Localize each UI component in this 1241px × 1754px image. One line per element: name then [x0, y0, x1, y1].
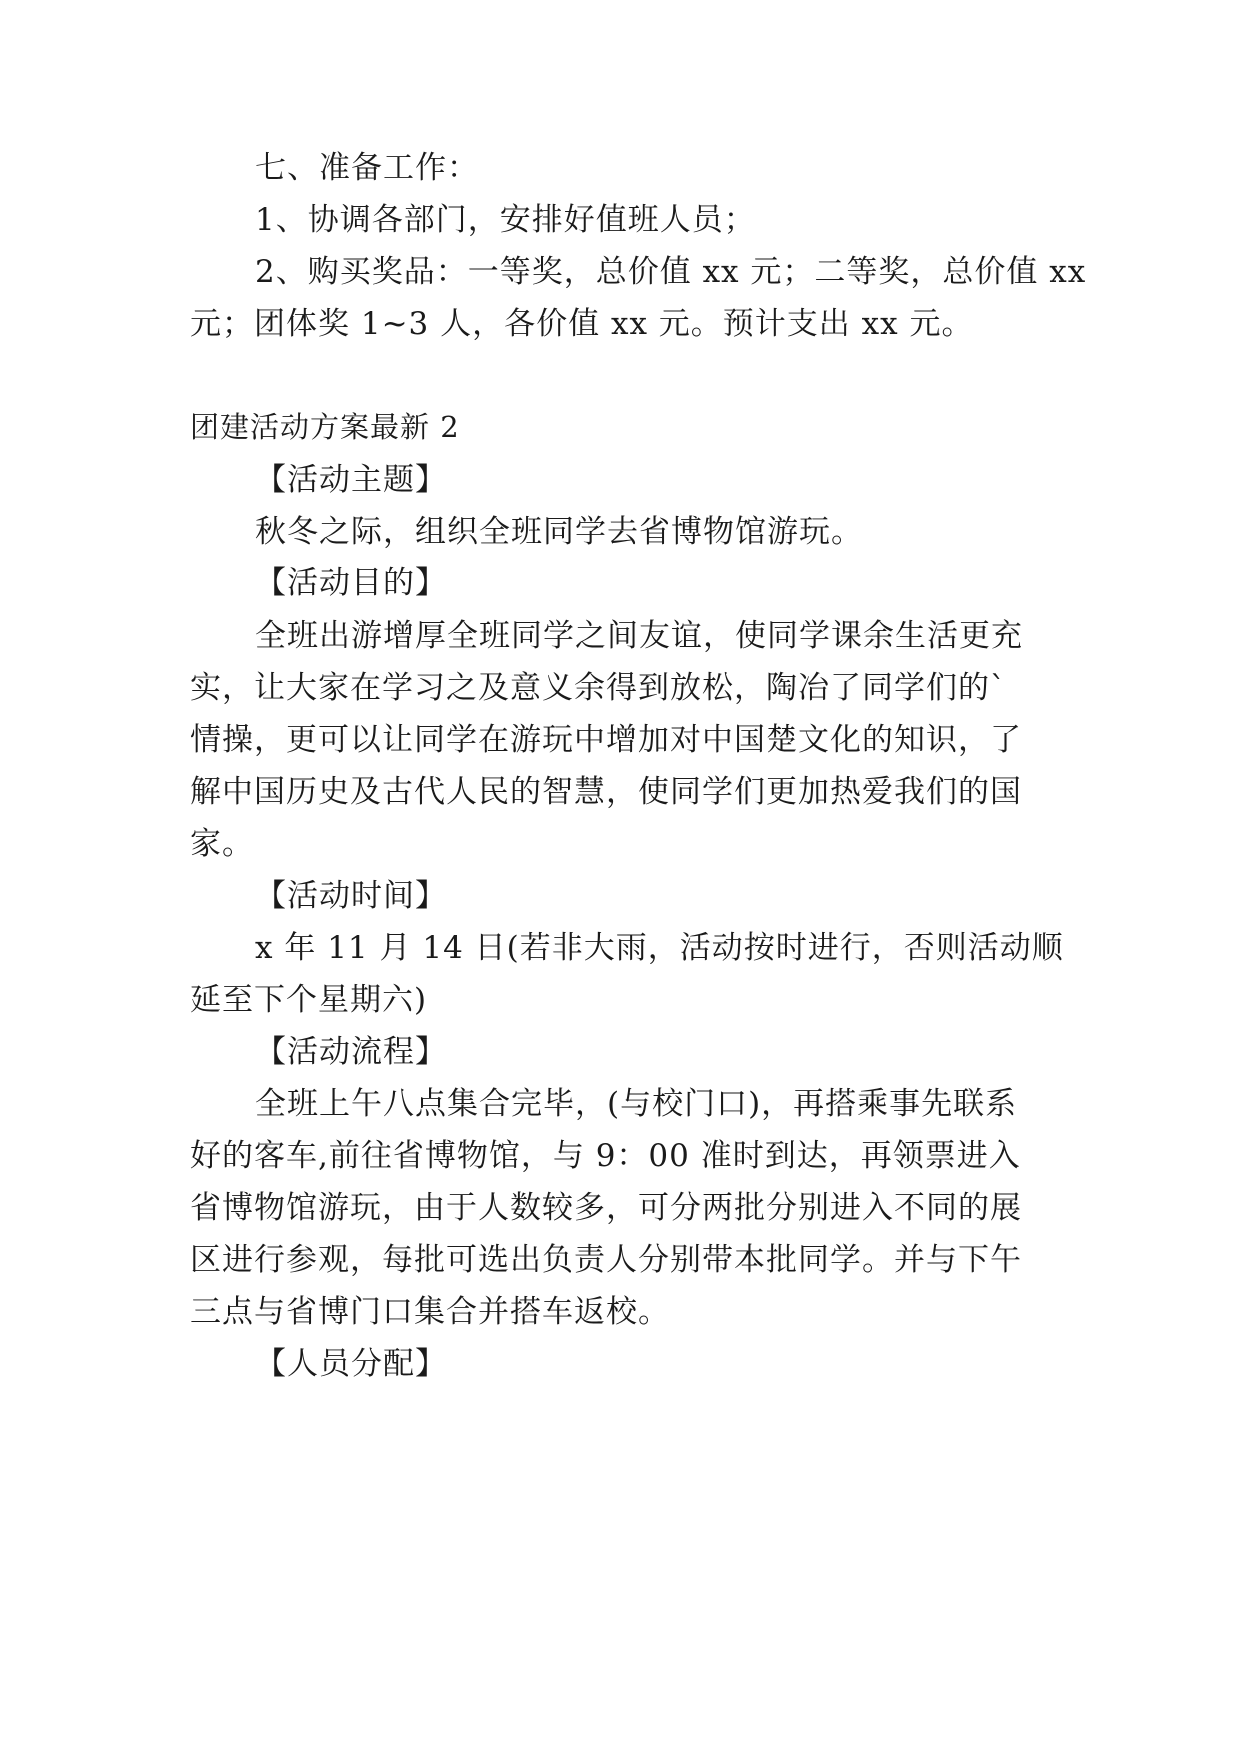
process-line: 三点与省博门口集合并搭车返校。 [190, 1294, 670, 1330]
purpose-line: 情操，更可以让同学在游玩中增加对中国楚文化的知识，了 [190, 722, 1022, 758]
purpose-line: 解中国历史及古代人民的智慧，使同学们更加热爱我们的国 [190, 774, 1022, 810]
process-heading: 【活动流程】 [255, 1034, 447, 1070]
plan-title: 团建活动方案最新 2 [190, 410, 460, 444]
theme-text: 秋冬之际，组织全班同学去省博物馆游玩。 [255, 514, 863, 550]
process-line: 区进行参观，每批可选出负责人分别带本批同学。并与下午 [190, 1242, 1022, 1278]
prep-item-2-cont: 元；团体奖 1~3 人，各价值 xx 元。预计支出 xx 元。 [190, 306, 974, 342]
time-line: 延至下个星期六) [190, 982, 428, 1018]
staff-heading: 【人员分配】 [255, 1346, 447, 1382]
purpose-line: 家。 [190, 826, 254, 862]
process-line: 全班上午八点集合完毕，(与校门口)，再搭乘事先联系 [255, 1086, 1018, 1122]
prep-item-1: 1、协调各部门，安排好值班人员； [255, 202, 756, 238]
process-line: 省博物馆游玩，由于人数较多，可分两批分别进入不同的展 [190, 1190, 1022, 1226]
purpose-line: 全班出游增厚全班同学之间友谊，使同学课余生活更充 [255, 618, 1023, 654]
section-heading-preparation: 七、准备工作： [255, 150, 479, 186]
theme-heading: 【活动主题】 [255, 462, 447, 498]
time-line: x 年 11 月 14 日(若非大雨，活动按时进行，否则活动顺 [255, 930, 1064, 966]
prep-item-2: 2、购买奖品：一等奖，总价值 xx 元；二等奖，总价值 xx [255, 254, 1087, 290]
time-heading: 【活动时间】 [255, 878, 447, 914]
purpose-line: 实，让大家在学习之及意义余得到放松，陶冶了同学们的` [190, 670, 1007, 706]
purpose-heading: 【活动目的】 [255, 565, 447, 601]
process-line: 好的客车,前往省博物馆，与 9：00 准时到达，再领票进入 [190, 1138, 1021, 1174]
